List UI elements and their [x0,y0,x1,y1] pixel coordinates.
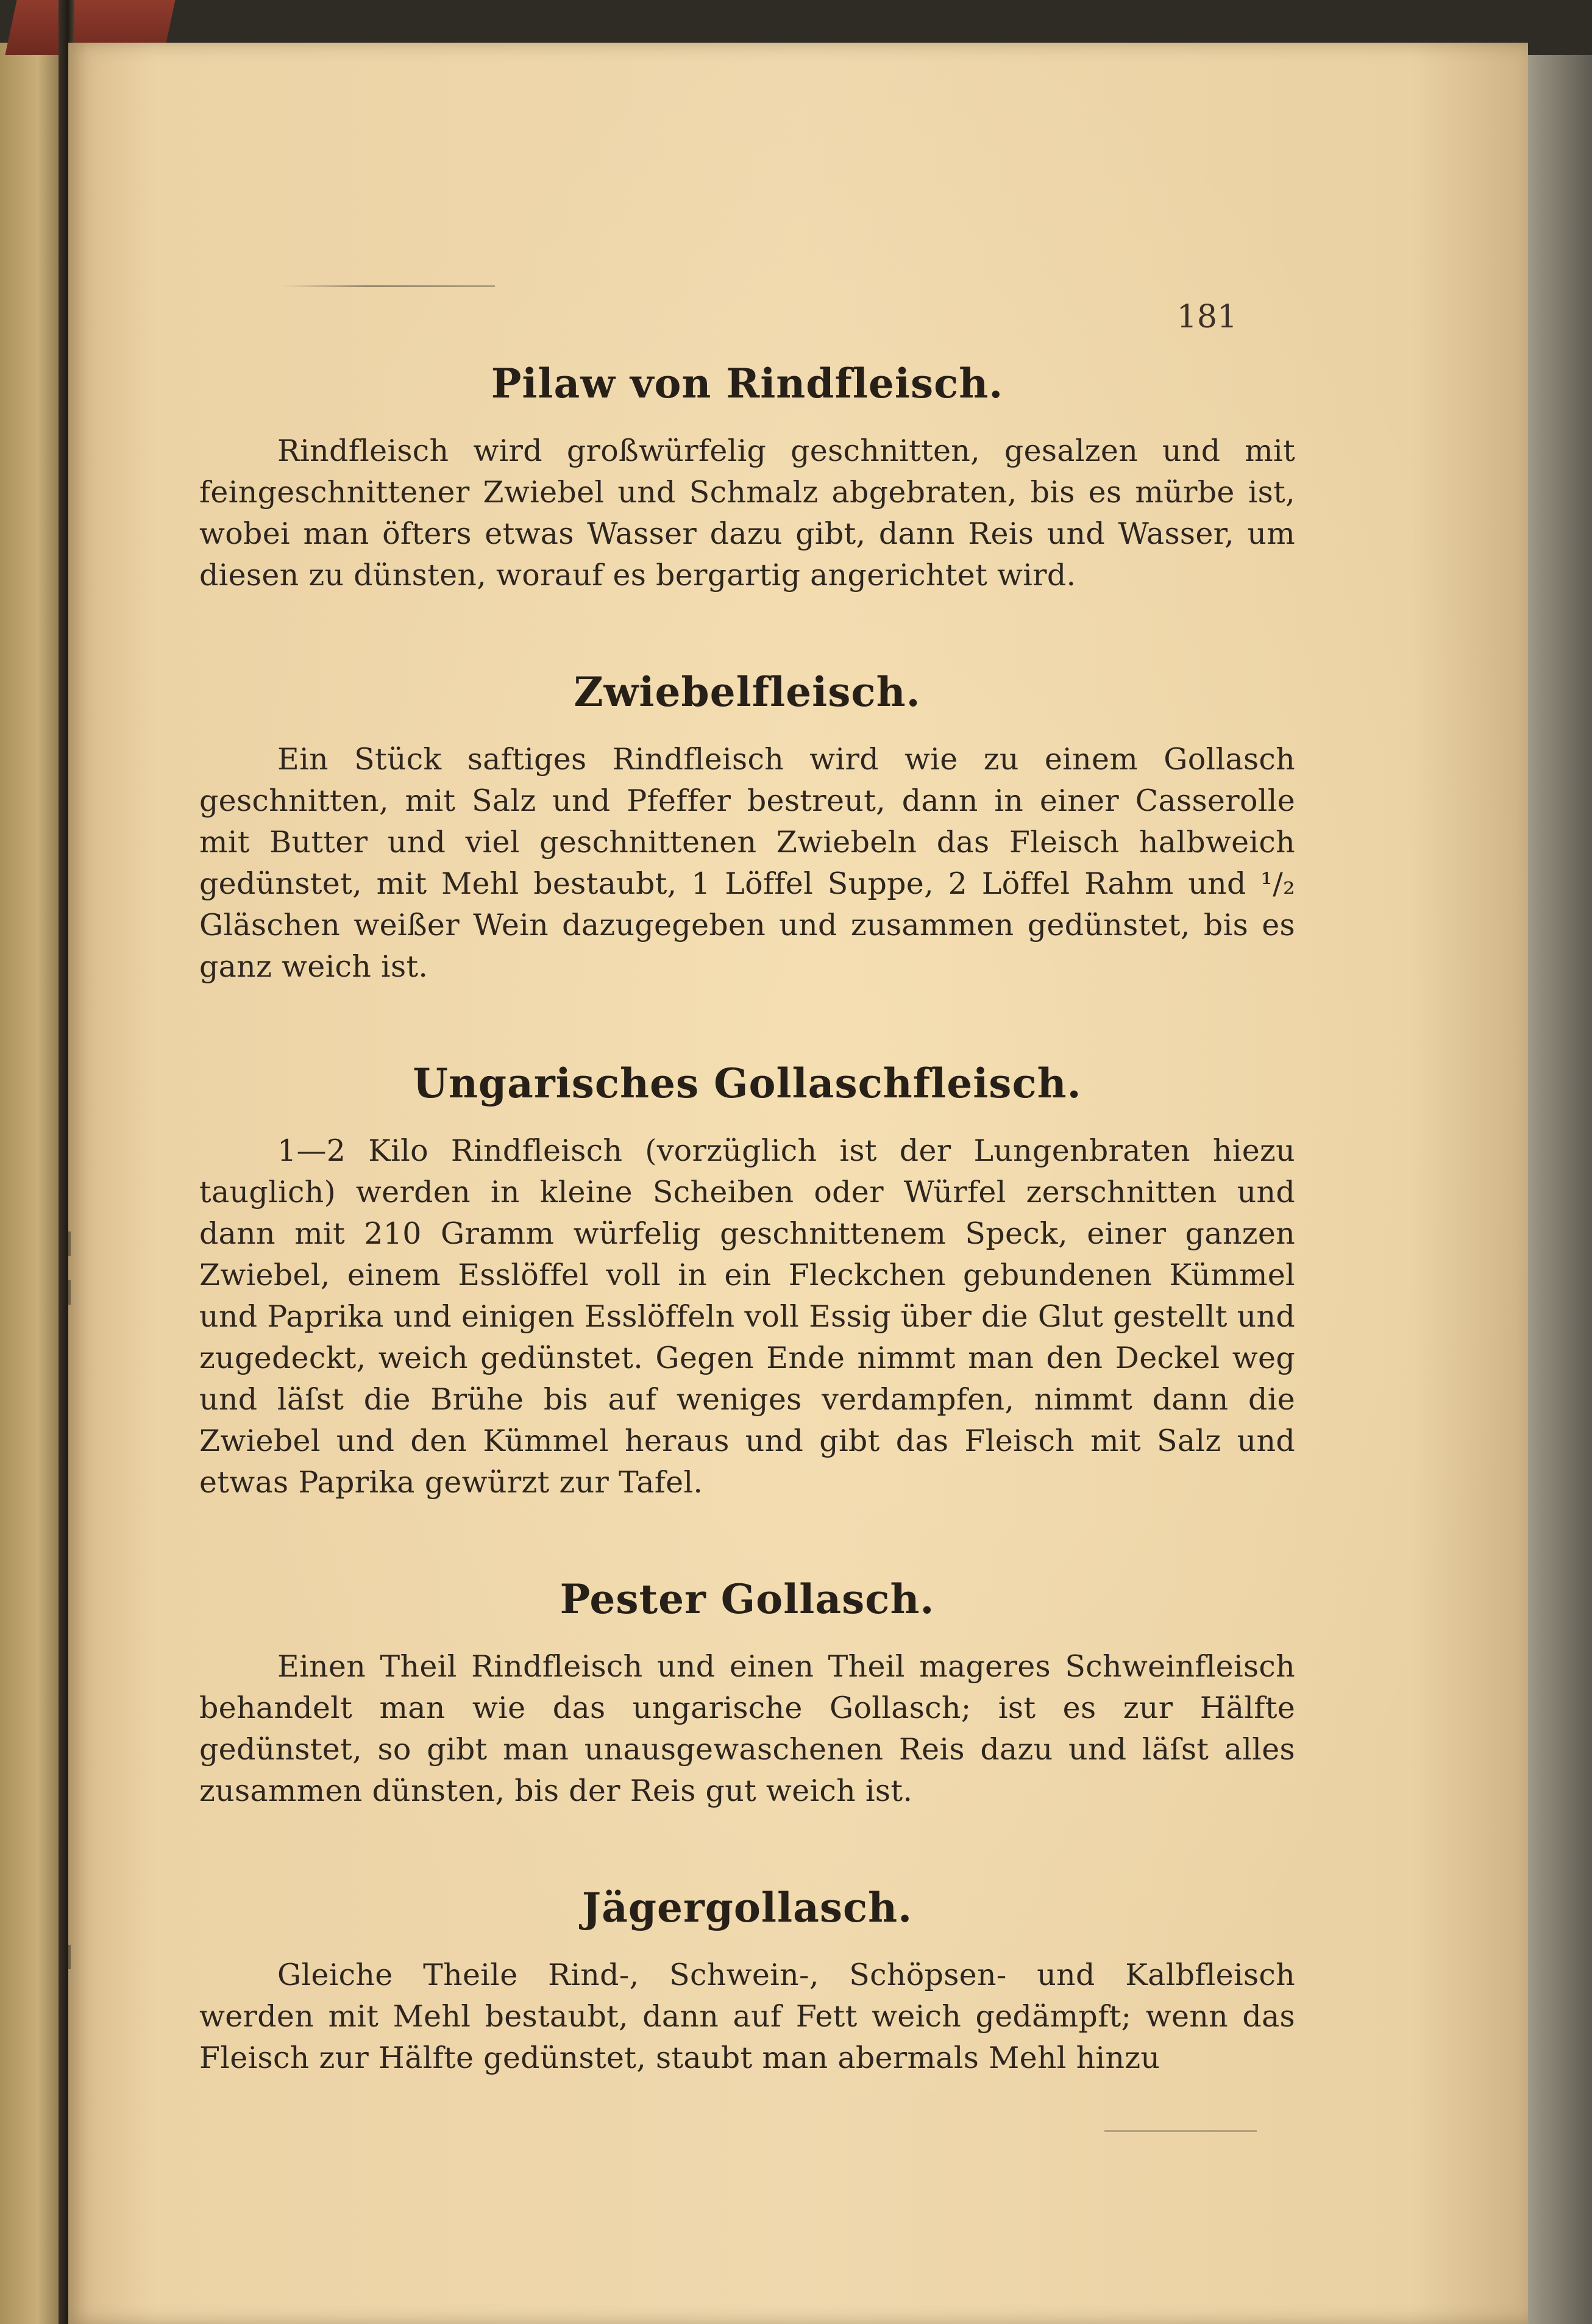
recipe-text: Gleiche Theile Rind-, Schwein-, Schöpsen- und Kalbfleisch werden mit Mehl bestaubt, dann auf Fett weich gedämpft; wenn das Fleisch zur Hälfte gedünstet, staubt man abermals Mehl hinzu [199,1958,1295,2075]
recipe [199,668,1295,988]
recipe-text: Einen Theil Rindfleisch und einen Theil mageres Schweinfleisch behandelt man wie das ungarische Gollasch; ist es zur Hälfte gedünstet, so gibt man unausgewaschenen Reis dazu und läſst alles zusammen dünsten, bis der Reis gut weich ist. [199,1649,1295,1808]
book-page [68,43,1528,2324]
margin-mark [68,1232,71,1256]
recipe [199,360,1295,596]
recipe-title: Zwiebelfleisch. [574,668,921,716]
recipe-text: Ein Stück saftiges Rindfleisch wird wie zu einem Gollasch geschnitten, mit Salz und Pfeffer bestreut, dann in einer Casserolle mit Butter und viel geschnittenen Zwiebeln das Fleisch halbweich gedünstet, mit Mehl bestaubt, 1 Löffel Suppe, 2 Löffel Rahm und ¹/₂ Gläschen weißer Wein dazugegeben und zusammen gedünstet, bis es ganz weich ist. [199,742,1295,984]
margin-mark [68,1280,71,1305]
recipe-text: 1—2 Kilo Rindfleisch (vorzüglich ist der Lungenbraten hiezu tauglich) werden in kleine Scheiben oder Würfel zerschnitten und dann mit 210 Gramm würfelig geschnittenem Speck, einer ganzen Zwiebel, einem Esslöffel voll in ein Fleckchen gebundenen Kümmel und Paprika und einigen Esslöffeln voll Essig über die Glut gestellt und zugedeckt, weich gedünstet. Gegen Ende nimmt man den Deckel weg und läſst die Brühe bis auf weniges verdampfen, nimmt dann die Zwiebel und den Kümmel heraus und gibt das Fleisch mit Salz und etwas Paprika gewürzt zur Tafel. [199,1133,1295,1500]
recipe [199,1060,1295,1503]
margin-mark [68,1945,71,1969]
recipe-title: Pilaw von Rindfleisch. [491,360,1004,407]
recipe-title: Jägergollasch. [581,1884,913,1931]
page-number: 181 [1176,299,1237,335]
page-content [199,360,1295,2151]
recipe [199,1575,1295,1812]
recipe-text: Rindfleisch wird großwürfelig geschnitten, gesalzen und mit feingeschnittener Zwiebel und Schmalz abgebraten, bis es mürbe ist, wobei man öfters etwas Wasser dazu gibt, dann Reis und Wasser, um diesen zu dünsten, worauf es bergartig angerichtet wird. [199,433,1295,593]
recipe-title: Pester Gollasch. [560,1575,935,1623]
recipe-title: Ungarisches Gollaschfleisch. [413,1060,1082,1107]
bottom-rule [1104,2130,1257,2132]
recipe [199,1884,1295,2079]
top-rule [282,285,495,287]
